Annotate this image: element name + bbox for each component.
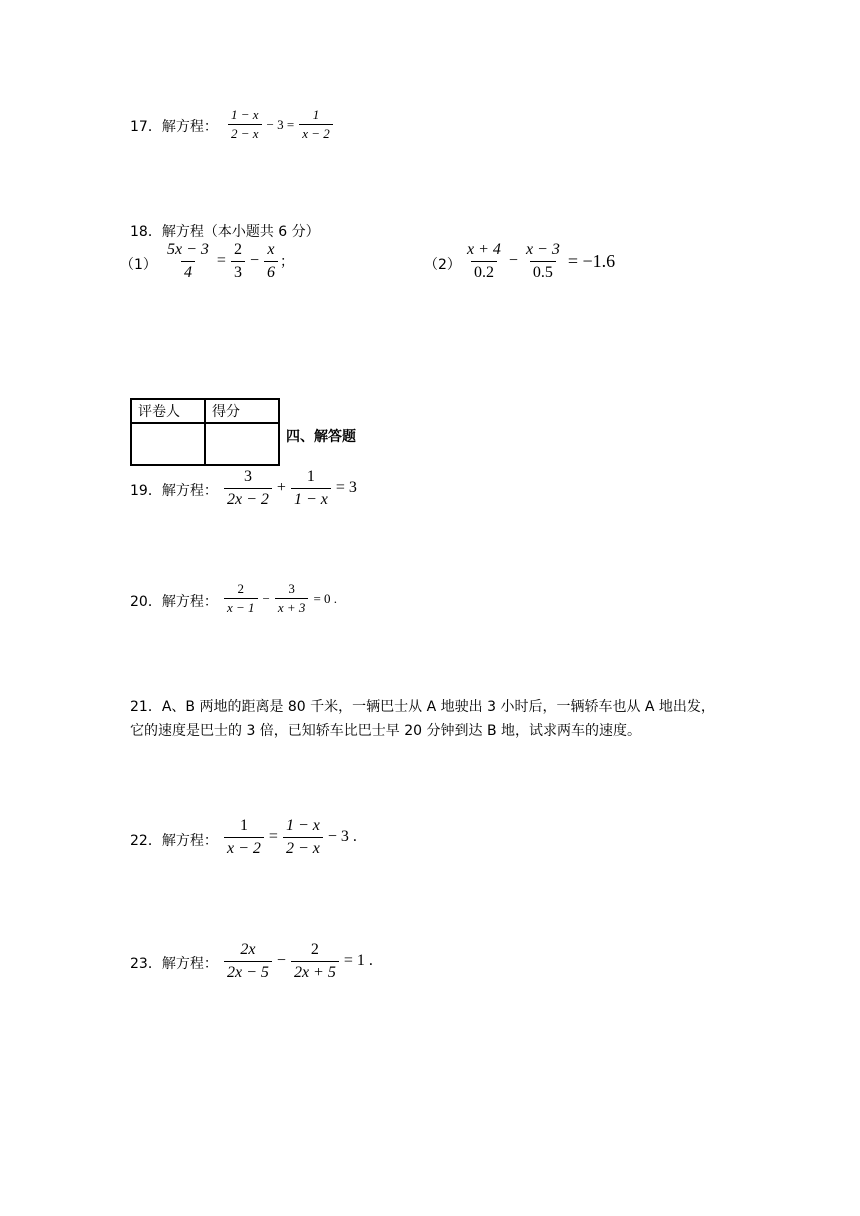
q18-part2-label: （2） xyxy=(424,257,461,273)
q23-fraction-1: $\frac{2x}{2x - 5}$ xyxy=(224,941,272,981)
q19-label: 19．解方程： xyxy=(130,483,218,499)
q22-equation: $\frac{1}{x - 2}$ = $\frac{1 - x}{2 - x}$ − 3 . xyxy=(222,817,360,857)
q23-fraction-2: $\frac{2}{2x + 5}$ xyxy=(291,941,339,981)
q18-label: 18．解方程（本小题共 6 分） xyxy=(130,224,320,240)
q22-fraction-1: $\frac{1}{x - 2}$ xyxy=(224,817,264,857)
q19-equation: $\frac{3}{2x - 2}$ + $\frac{1}{1 - x}$ = 3 xyxy=(222,468,360,508)
q21-line-1: 21．A、B 两地的距离是 80 千米，一辆巴士从 A 地驶出 3 小时后，一辆轿车也从 A 地出发， xyxy=(130,699,715,715)
q18-part1-equation: $\frac{5x - 3}{4}$ = $\frac{2}{3}$ − $\frac{x}{6}$ ； xyxy=(162,241,294,281)
q18-p2-fraction-2: $\frac{x - 3}{0.5}$ xyxy=(525,241,560,281)
q18-p2-fraction-1: $\frac{x + 4}{0.2}$ xyxy=(467,241,501,281)
q17-equation: $\frac{1 - x}{2 - x}$ − 3 = $\frac{1}{x - 2}$ xyxy=(226,108,335,142)
score-table-grader-header: 评卷人 xyxy=(131,399,205,423)
score-table xyxy=(130,398,280,466)
q20-fraction-1: $\frac{2}{x - 1}$ xyxy=(224,582,258,616)
q18-part2-equation: $\frac{x + 4}{0.2}$ − $\frac{x - 3}{0.5}$ = −1.6 xyxy=(462,241,618,281)
score-table-grader-cell[interactable] xyxy=(131,423,205,465)
q19-fraction-2: $\frac{1}{1 - x}$ xyxy=(291,468,331,508)
q20-equation: $\frac{2}{x - 1}$ − $\frac{3}{x + 3}$ = 0 . xyxy=(222,582,340,616)
q19-fraction-1: $\frac{3}{2x - 2}$ xyxy=(224,468,272,508)
q17-label: 17．解方程： xyxy=(130,119,218,135)
q18-p1-fraction-3: $\frac{x}{6}$ xyxy=(264,241,278,281)
score-table-score-cell[interactable] xyxy=(205,423,279,465)
q18-part1-label: （1） xyxy=(120,257,157,273)
q22-fraction-2: $\frac{1 - x}{2 - x}$ xyxy=(283,817,323,857)
q22-label: 22．解方程： xyxy=(130,833,218,849)
q23-equation: $\frac{2x}{2x - 5}$ − $\frac{2}{2x + 5}$ = 1 . xyxy=(222,941,376,981)
q17-fraction-2: $\frac{1}{x - 2}$ xyxy=(299,108,333,142)
score-table-score-header: 得分 xyxy=(205,399,279,423)
q20-fraction-2: $\frac{3}{x + 3}$ xyxy=(275,582,309,616)
q18-p1-fraction-2: $\frac{2}{3}$ xyxy=(231,241,245,281)
q17-fraction-1: $\frac{1 - x}{2 - x}$ xyxy=(228,108,262,142)
q20-label: 20．解方程： xyxy=(130,594,218,610)
section-4-title: 四、解答题 xyxy=(286,429,356,445)
q18-p1-fraction-1: $\frac{5x - 3}{4}$ xyxy=(167,241,209,281)
q23-label: 23．解方程： xyxy=(130,956,218,972)
q21-line-2: 它的速度是巴士的 3 倍，已知轿车比巴士早 20 分钟到达 B 地，试求两车的速度。 xyxy=(130,723,642,739)
